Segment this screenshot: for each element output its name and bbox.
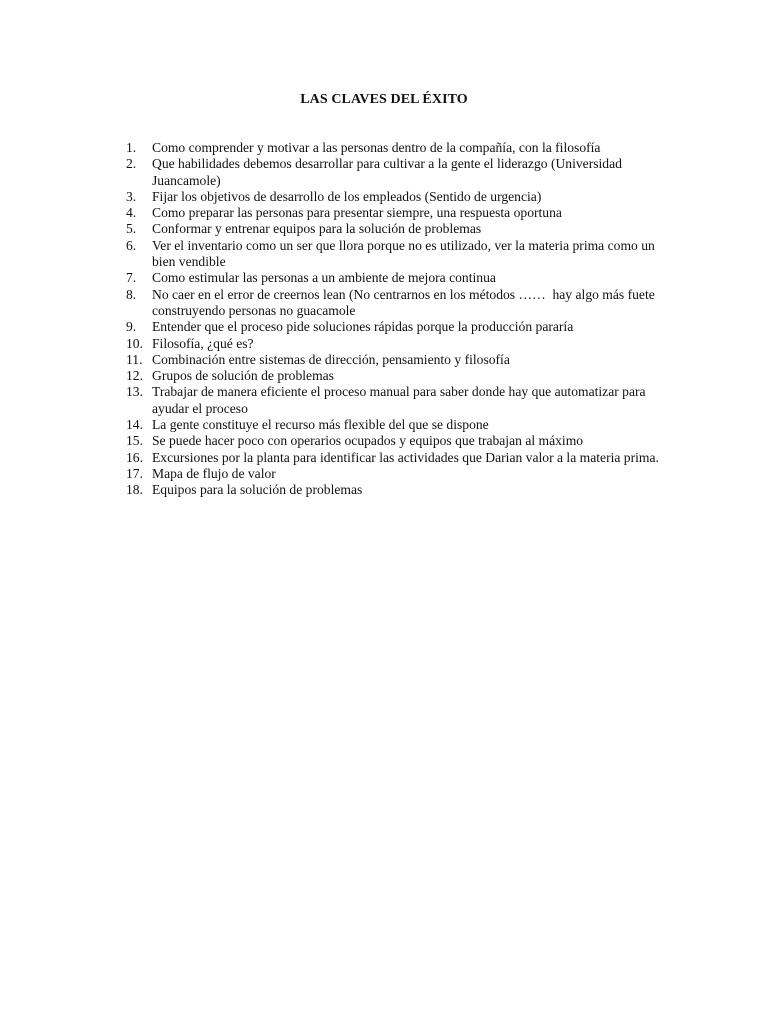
list-item xyxy=(126,384,666,417)
list-item-number: 11. xyxy=(126,351,143,367)
list-item xyxy=(126,221,666,237)
list-item xyxy=(126,156,666,189)
list-item xyxy=(126,466,666,482)
list-item-text: Ver el inventario como un ser que llora porque no es utilizado, ver la materia prima como un bien vendible xyxy=(152,237,659,270)
list-item-text: Como preparar las personas para presentar siempre, una respuesta oportuna xyxy=(152,205,562,221)
list-item-text: Entender que el proceso pide soluciones rápidas porque la producción pararía xyxy=(152,319,574,335)
list-item-number: 16. xyxy=(126,449,143,465)
list-item-number: 2. xyxy=(126,156,137,172)
list-item-text: Excursiones por la planta para identificar las actividades que Darian valor a la materia prima. xyxy=(152,449,659,465)
list-item xyxy=(126,140,666,156)
list-item xyxy=(126,270,666,286)
list-item xyxy=(126,287,666,320)
list-item-number: 9. xyxy=(126,319,137,335)
list-item xyxy=(126,482,666,498)
list-item-number: 5. xyxy=(126,221,137,237)
list-item xyxy=(126,352,666,368)
list-item-number: 7. xyxy=(126,270,137,286)
list-item xyxy=(126,238,666,271)
list-item xyxy=(126,433,666,449)
document-title: LAS CLAVES DEL ÉXITO xyxy=(300,92,468,107)
list-item xyxy=(126,336,666,352)
list-item-number: 13. xyxy=(126,384,143,400)
list-item-text: Como comprender y motivar a las personas dentro de la compañía, con la filosofía xyxy=(152,140,601,155)
list-item-number: 1. xyxy=(126,140,137,155)
list-item-text: Trabajar de manera eficiente el proceso manual para saber donde hay que automatizar para ayudar el proceso xyxy=(152,384,649,416)
list-item xyxy=(126,417,666,433)
list-item-number: 15. xyxy=(126,433,143,449)
list-item-number: 14. xyxy=(126,417,143,433)
list-item-text: Grupos de solución de problemas xyxy=(152,368,334,384)
list-item-text: Mapa de flujo de valor xyxy=(152,465,276,481)
list-item-text: No caer en el error de creernos lean (No centrarnos en los métodos …… hay algo más fuete construyendo personas no guacamole xyxy=(152,286,659,318)
list-item-number: 6. xyxy=(126,237,137,253)
numbered-list xyxy=(126,140,666,499)
list-item-text: Filosofía, ¿qué es? xyxy=(152,335,254,351)
list-item-text: Se puede hacer poco con operarios ocupados y equipos que trabajan al máximo xyxy=(152,433,584,449)
list-item-text: Equipos para la solución de problemas xyxy=(152,482,363,498)
list-item-text: Como estimular las personas a un ambiente de mejora continua xyxy=(152,270,496,286)
list-item-text: Que habilidades debemos desarrollar para cultivar a la gente el liderazgo (Universidad Juancamole) xyxy=(152,156,626,188)
list-item-text: Fijar los objetivos de desarrollo de los empleados (Sentido de urgencia) xyxy=(152,188,542,204)
list-item xyxy=(126,189,666,205)
list-item-text: Conformar y entrenar equipos para la solución de problemas xyxy=(152,221,482,237)
list-item-text: La gente constituye el recurso más flexible del que se dispone xyxy=(152,417,489,433)
list-item-number: 4. xyxy=(126,205,137,221)
list-item-number: 8. xyxy=(126,286,137,302)
list-item-number: 3. xyxy=(126,188,137,204)
list-item-number: 12. xyxy=(126,368,143,384)
list-item xyxy=(126,205,666,221)
list-item-number: 10. xyxy=(126,335,143,351)
list-item-text: Combinación entre sistemas de dirección, pensamiento y filosofía xyxy=(152,351,510,367)
list-item xyxy=(126,450,666,466)
list-item-number: 18. xyxy=(126,482,143,498)
list-item xyxy=(126,368,666,384)
list-item-number: 17. xyxy=(126,465,143,481)
list-item xyxy=(126,319,666,335)
